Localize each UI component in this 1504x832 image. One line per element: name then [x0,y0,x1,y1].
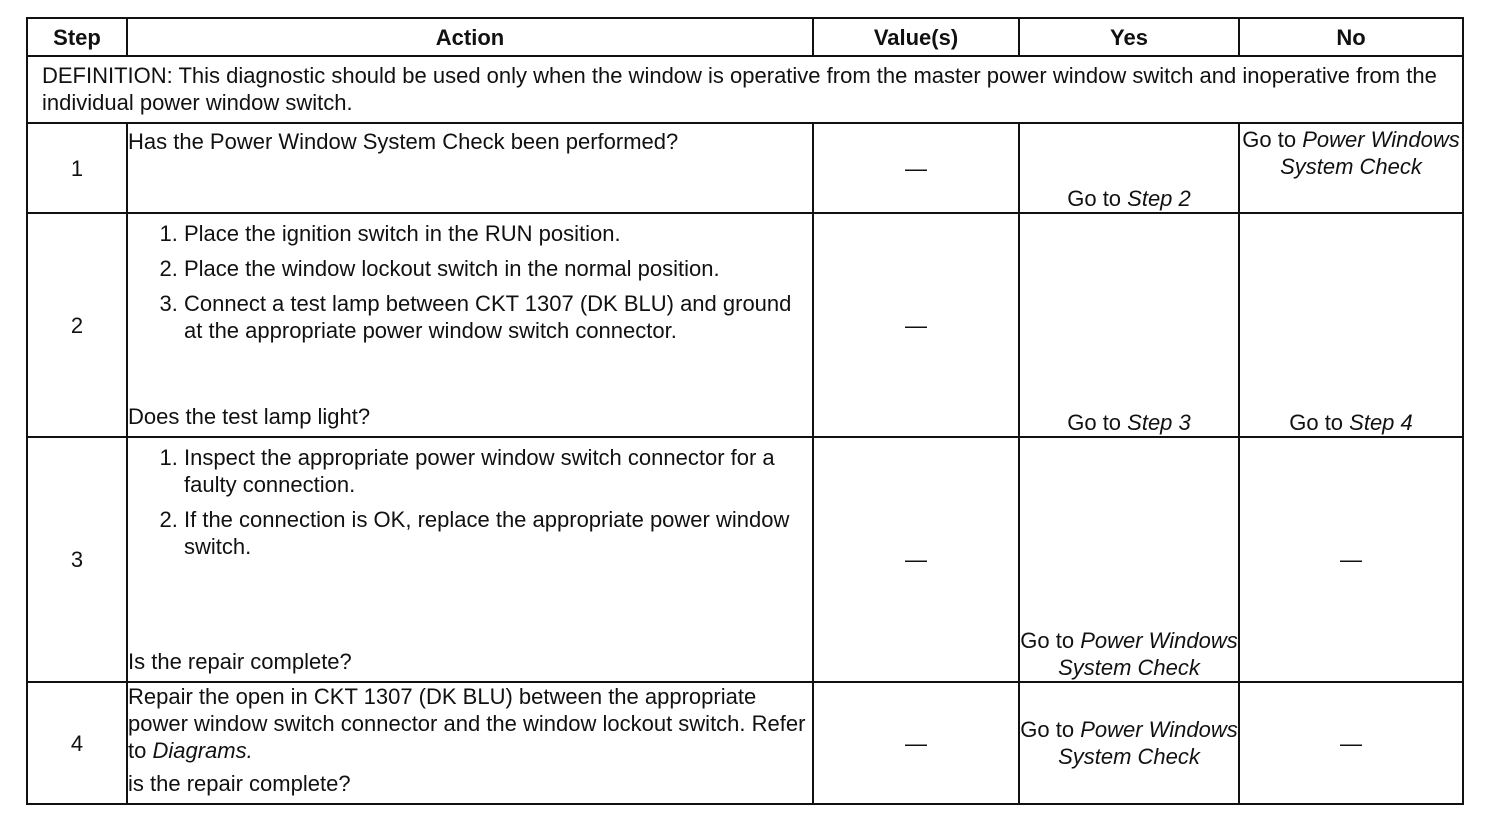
table-row [27,437,1463,682]
action-step-item: 2. If the connection is OK, replace the appropriate power window switch. [184,506,812,560]
action-instruction: Repair the open in CKT 1307 (DK BLU) between the appropriate power window switch connector and the window lockout switch. Refer to [128,684,806,763]
yes-prefix: Go to [1067,410,1128,435]
yes-cell [1019,213,1239,437]
yes-reference: Step 2 [1127,186,1191,211]
action-question: is the repair complete? [128,771,351,796]
yes-prefix: Go to [1020,628,1081,653]
no-reference: Step 4 [1349,410,1413,435]
table-row [27,123,1463,213]
yes-prefix: Go to [1067,186,1128,211]
step-number: 4 [27,682,127,804]
yes-reference: Power Windows System Check [1058,628,1238,680]
action-cell [127,437,813,682]
header-step: Step [27,18,127,56]
header-row [27,18,1463,56]
action-step-item: 2. Place the window lockout switch in the normal position. [184,255,812,282]
no-cell [1239,213,1463,437]
no-cell: — [1239,682,1463,804]
no-cell [1239,123,1463,213]
diagnostic-table [26,17,1464,805]
yes-reference: Power Windows System Check [1058,717,1238,769]
yes-reference: Step 3 [1127,410,1191,435]
no-prefix: Go to [1242,127,1303,152]
action-question: Has the Power Window System Check been performed? [128,129,679,154]
value-cell: — [813,682,1019,804]
step-number: 3 [27,437,127,682]
table-row [27,682,1463,804]
yes-cell [1019,437,1239,682]
no-cell: — [1239,437,1463,682]
value-cell: — [813,123,1019,213]
action-steps-list [128,220,812,352]
diagrams-reference: Diagrams. [152,738,253,763]
action-cell [127,682,813,804]
action-step-item: 3. Connect a test lamp between CKT 1307 (DK BLU) and ground at the appropriate power window switch connector. [184,290,812,344]
action-step-item: 1. Place the ignition switch in the RUN position. [184,220,812,247]
action-question: Is the repair complete? [128,649,352,674]
action-steps-list [128,444,812,568]
no-reference: Power Windows System Check [1280,127,1460,179]
definition-row [27,56,1463,123]
value-cell: — [813,213,1019,437]
table-row [27,213,1463,437]
action-cell [127,123,813,213]
header-yes: Yes [1019,18,1239,56]
header-values: Value(s) [813,18,1019,56]
yes-prefix: Go to [1020,717,1081,742]
header-action: Action [127,18,813,56]
step-number: 2 [27,213,127,437]
action-text [128,683,812,764]
action-step-item: 1. Inspect the appropriate power window switch connector for a faulty connection. [184,444,812,498]
yes-cell [1019,123,1239,213]
definition-text: DEFINITION: This diagnostic should be used only when the window is operative from the master power window switch and inoperative from the individual power window switch. [27,56,1463,123]
no-prefix: Go to [1289,410,1350,435]
action-cell [127,213,813,437]
value-cell: — [813,437,1019,682]
action-question: Does the test lamp light? [128,404,371,429]
yes-cell [1019,682,1239,804]
step-number: 1 [27,123,127,213]
header-no: No [1239,18,1463,56]
